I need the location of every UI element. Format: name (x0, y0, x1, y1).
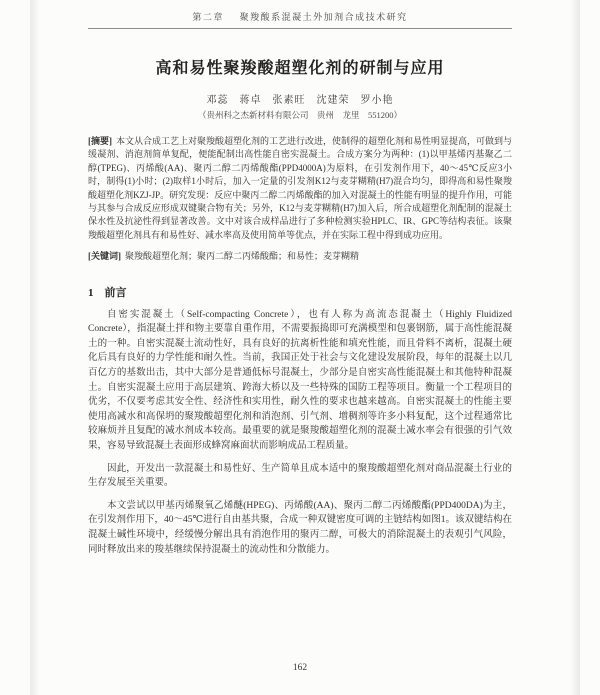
affiliation-line: （贵州科之杰新材料有限公司 贵州 龙里 551200） (197, 110, 402, 120)
scan-edge-right (570, 0, 580, 695)
abstract-text: 本文从合成工艺上对聚羧酸超塑化剂的工艺进行改进，使制得的超塑化剂和易性明显提高，可做到与缓凝剂、消泡剂简单复配，便能配制出高性能自密实混凝土。合成方案分为两种：(1)以甲基烯丙基聚乙二醇(TPEG)、丙烯酸(AA)、聚丙二醇二丙烯酸酯(PPD4000A)为原料，在引发剂作用下，40～45℃反应3小时，制得(1)小时；(2)取样1小时后，加入一定量的引发剂K12与麦芽糊精(H7)混合均匀，即得高和易性聚羧酸超塑化剂KZJ-JP。研究发现：反应中聚丙二醇二丙烯酸酯的加入对混凝土的性能有明显的提升作用，可能与其参与合成反应形成双键聚合物有关；另外，K12与麦芽糊精(H7)加入后，所合成超塑化剂配制的混凝土保水性及抗泌性得到显著改善。文中对该合成样品进行了多种检测实验HPLC、IR、GPC等结构表征。该聚羧酸超塑化剂具有和易性好、减水率高及使用简单等优点，并在实际工程中得到成功应用。 (88, 136, 513, 240)
body-paragraph-1: 自密实混凝土（Self-compacting Concrete），也有人称为高流态混凝土（Highly Fluidized Concrete），指混凝土拌和物主要靠自重作用，不需要振捣即可充满模型和包裹钢筋，属于高性能混凝土的一种。自密实混凝土流动性好，具有良好的抗离析性能和填充性能，而且骨料不离析，混凝土硬化后具有良好的力学性能和耐久性。当前，我国正处于社会与文化建设发展阶段，每年的混凝土以几百亿方的基数出击，其中大部分是普通低标号混凝土，少部分是自密实高性能混凝土和其他特种混凝土。自密实混凝土应用于高层建筑、跨海大桥以及一些特殊的国防工程等项目。衡量一个工程项目的优劣，不仅要考虑其安全性、经济性和实用性，耐久性的要求也越来越高。自密实混凝土的性能主要使用高减水和高保坍的聚羧酸超塑化剂和消泡剂、引气剂、增稠剂等许多小料复配，这个过程通常比较麻烦并且复配的减水剂成本较高。最重要的就是聚羧酸超塑化剂的混凝土减水率会有很强的引气效果，容易导致混凝土表面形成蜂窝麻面状而影响成品工程质量。 (88, 309, 512, 451)
keywords-line (88, 250, 512, 263)
book-title: 聚羧酸系混凝土外加剂合成技术研究 (239, 12, 408, 22)
body-paragraph-2: 因此，开发出一款混凝土和易性好、生产简单且成本适中的聚羧酸超塑化剂对商品混凝土行业的生存发展至关重要。 (88, 463, 512, 489)
page-content (88, 10, 512, 557)
section-heading-1: 1 前言 (88, 286, 127, 299)
keywords-label: [关键词] (88, 251, 121, 262)
page-number: 162 (292, 663, 308, 673)
body-paragraph-3: 本文尝试以甲基丙烯聚氧乙烯醚(HPEG)、丙烯酸(AA)、聚丙二醇二丙烯酸酯(PPD400DA)为主，在引发剂作用下，40～45℃进行自由基共聚，合成一种双键密度可调的主链结构如图1。该双键结构在混凝土碱性环境中，经缓慢分解出具有消泡作用的聚丙二醇，可极大的消除混凝土的表观引气风险，同时释放出来的羧基继续保持混凝土的流动性和分散能力。 (88, 500, 512, 555)
abstract-paragraph (88, 135, 512, 242)
chapter-label: 第二章 (192, 12, 224, 22)
authors-line: 邓蕊 蒋卓 张素旺 沈建荣 罗小艳 (206, 95, 394, 106)
abstract-label: [摘要] (88, 136, 112, 146)
running-header (88, 10, 512, 29)
paper-title: 高和易性聚羧酸超塑化剂的研制与应用 (155, 60, 445, 77)
keywords-text: 聚羧酸超塑化剂；聚丙二醇二丙烯酸酯；和易性；麦芽糊精 (125, 251, 360, 262)
scan-edge-left (30, 0, 40, 695)
